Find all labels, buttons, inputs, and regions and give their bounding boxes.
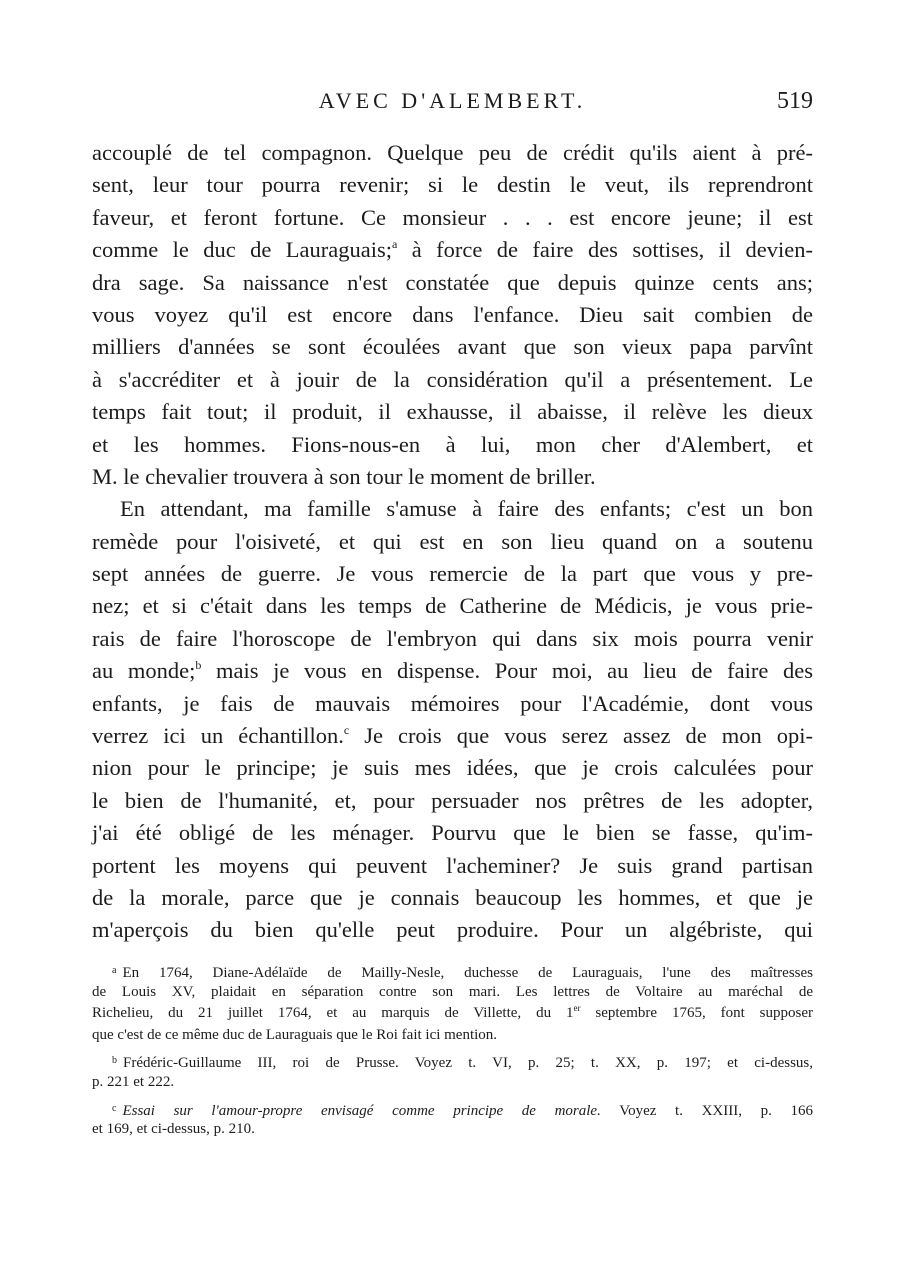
text-line: m'aperçois du bien qu'elle peut produire. Pour un algébriste, qui xyxy=(92,917,813,943)
text-line: milliers d'années se sont écoulées avant que son vieux papa parvînt xyxy=(92,334,813,360)
text-segment: verrez ici un échantillon. xyxy=(92,723,344,749)
ordinal-suffix: er xyxy=(573,1003,581,1014)
text-line: portent les moyens qui peuvent l'acheminer? Je suis grand partisan xyxy=(92,852,813,878)
text-line: j'ai été obligé de les ménager. Pourvu que le bien se fasse, qu'im- xyxy=(92,820,813,846)
running-title: AVEC D'ALEMBERT. xyxy=(318,88,587,113)
footnote-b xyxy=(92,1050,813,1093)
text-segment: Je crois que vous serez assez de mon opi- xyxy=(349,723,813,749)
footnote-line xyxy=(92,1098,813,1120)
footnote-text: En 1764, Diane-Adélaïde de Mailly-Nesle, duchesse de Lauraguais, l'une des maîtresses xyxy=(122,965,813,981)
footnotes xyxy=(92,960,813,1141)
text-line: temps fait tout; il produit, il exhausse, il abaisse, il relève les dieux xyxy=(92,399,813,425)
footnote-ref-b[interactable]: b xyxy=(195,658,202,673)
text-segment: à force de faire des sottises, il devien- xyxy=(397,237,813,263)
text-line: rais de faire l'horoscope de l'embryon qui dans six mois pourra venir xyxy=(92,625,813,651)
footnote-marker: a xyxy=(112,965,117,976)
footnote-text: Richelieu, du 21 juillet 1764, et au marquis de Villette, du 1 xyxy=(92,1005,574,1022)
text-line: sent, leur tour pourra revenir; si le destin le veut, ils reprendront xyxy=(92,172,813,198)
text-segment: comme le duc de Lauraguais; xyxy=(92,237,392,263)
footnote-line xyxy=(92,1050,813,1072)
text-line: remède pour l'oisiveté, et qui est en son lieu quand on a soutenu xyxy=(92,528,813,554)
text-line xyxy=(92,655,813,687)
footnote-text: Voyez t. XXIII, p. 166 xyxy=(600,1102,813,1119)
footnote-line: de Louis XV, plaidait en séparation contre son mari. Les lettres de Voltaire au maréchal de xyxy=(92,983,813,1000)
text-line: En attendant, ma famille s'amuse à faire des enfants; c'est un bon xyxy=(120,496,813,522)
page-header xyxy=(92,88,813,124)
footnote-line xyxy=(92,960,813,982)
page-number: 519 xyxy=(777,88,813,114)
text-line: nion pour le principe; je suis mes idées, que je crois calculées pour xyxy=(92,755,813,781)
text-line: enfants, je fais de mauvais mémoires pour l'Académie, dont vous xyxy=(92,690,813,716)
text-line: à s'accréditer et à jouir de la considération qu'il a présentement. Le xyxy=(92,366,813,392)
text-line xyxy=(92,234,813,266)
footnote-marker: b xyxy=(112,1055,117,1067)
cited-work-title: Essai sur l'amour-propre envisagé comme principe de morale. xyxy=(122,1102,601,1119)
text-line xyxy=(92,720,813,752)
footnote-c xyxy=(92,1098,813,1141)
footnote-text: Frédéric-Guillaume III, roi de Prusse. Voyez t. VI, p. 25; t. XX, p. 197; et ci-dessus, xyxy=(123,1055,813,1072)
text-segment: au monde; xyxy=(92,658,196,684)
footnote-line: et 169, et ci-dessus, p. 210. xyxy=(92,1121,255,1138)
footnote-text: septembre 1765, font supposer xyxy=(580,1005,813,1022)
text-line: et les hommes. Fions-nous-en à lui, mon cher d'Alembert, et xyxy=(92,431,813,457)
text-line: sept années de guerre. Je vous remercie de la part que vous y pre- xyxy=(92,561,813,587)
footnote-ref-c[interactable]: c xyxy=(343,723,350,738)
text-line: M. le chevalier trouvera à son tour le moment de briller. xyxy=(92,463,596,489)
footnote-line: p. 221 et 222. xyxy=(92,1073,175,1090)
text-line: vous voyez qu'il est encore dans l'enfance. Dieu sait combien de xyxy=(92,301,813,327)
text-line: dra sage. Sa naissance n'est constatée que depuis quinze cents ans; xyxy=(92,269,813,295)
footnote-ref-a[interactable]: a xyxy=(391,237,398,252)
main-text xyxy=(92,137,813,947)
text-line: le bien de l'humanité, et, pour persuader nos prêtres de les adopter, xyxy=(92,787,813,813)
text-segment: mais je vous en dispense. Pour moi, au lieu de faire des xyxy=(201,658,813,684)
footnote-line: que c'est de ce même duc de Lauraguais que le Roi fait ici mention. xyxy=(92,1026,498,1043)
text-line: de la morale, parce que je connais beaucoup les hommes, et que je xyxy=(92,884,813,910)
footnote-marker: c xyxy=(112,1102,117,1114)
text-line: nez; et si c'était dans les temps de Catherine de Médicis, je vous prie- xyxy=(92,593,813,619)
text-line: accouplé de tel compagnon. Quelque peu de crédit qu'ils aient à pré- xyxy=(92,140,813,165)
footnote-line xyxy=(92,1003,813,1025)
text-line: faveur, et feront fortune. Ce monsieur . . . est encore jeune; il est xyxy=(92,204,813,230)
footnote-a xyxy=(92,960,813,1046)
